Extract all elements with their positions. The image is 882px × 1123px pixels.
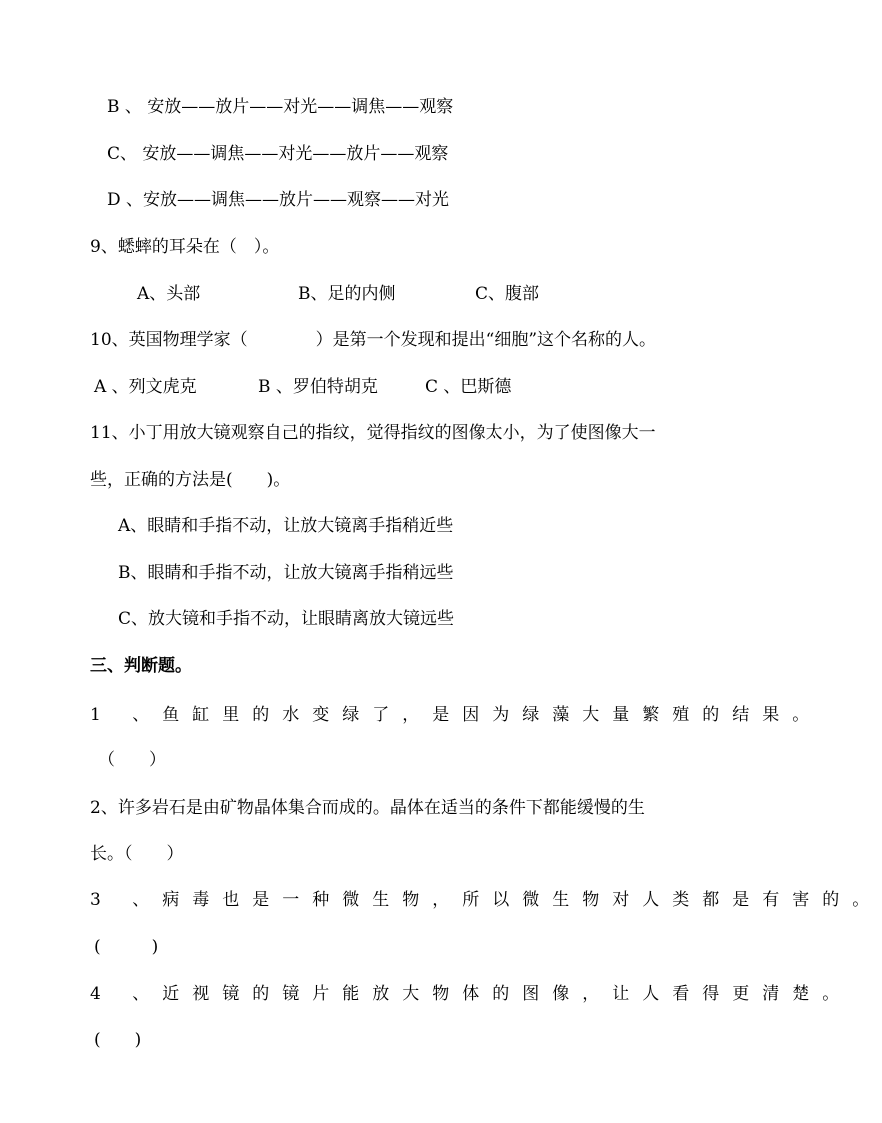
judgment-3-blank: ( ) [94,937,159,957]
q9-option-a: A、头部 [137,284,201,304]
q11-option-c: C、放大镜和手指不动，让眼睛离放大镜远些 [118,609,455,629]
q9-option-c: C、腹部 [475,284,540,304]
judgment-2-text-cont: 长。（ ） [90,844,184,864]
q8-option-b: B 、 安放——放片——对光——调焦——观察 [107,97,454,117]
q10-stem: 10、英国物理学家（ ）是第一个发现和提出“细胞”这个名称的人。 [90,330,657,350]
q11-option-a: A、眼睛和手指不动，让放大镜离手指稍近些 [118,516,454,536]
q10-option-a: A 、列文虎克 [94,377,197,397]
judgment-4-blank: ( ) [94,1030,142,1050]
q11-option-b: B、眼睛和手指不动，让放大镜离手指稍远些 [118,563,454,583]
judgment-4-text: 4 、近视镜的镜片能放大物体的图像，让人看得更清楚。 [90,984,853,1004]
q11-stem-line1: 11、小丁用放大镜观察自己的指纹，觉得指纹的图像太小，为了使图像大一 [90,423,656,443]
section-title: 三、判断题。 [90,656,192,676]
judgment-1-blank: （ ） [98,750,166,770]
q11-stem-line2: 些，正确的方法是( )。 [90,470,291,490]
q10-option-b: B 、罗伯特胡克 [258,377,378,397]
q8-option-d: D 、安放——调焦——放片——观察——对光 [107,190,450,210]
judgment-2-text: 2、许多岩石是由矿物晶体集合而成的。晶体在适当的条件下都能缓慢的生 [90,798,645,818]
q10-option-c: C 、巴斯德 [425,377,512,397]
q9-stem: 9、蟋蟀的耳朵在（ ）。 [90,237,280,257]
q8-option-c: C、 安放——调焦——对光——放片——观察 [107,144,449,164]
judgment-3-text: 3 、病毒也是一种微生物，所以微生物对人类都是有害的。 [90,890,882,910]
q9-option-b: B、足的内侧 [298,284,396,304]
judgment-1-text: 1 、鱼缸里的水变绿了，是因为绿藻大量繁殖的结果。 [90,705,823,725]
